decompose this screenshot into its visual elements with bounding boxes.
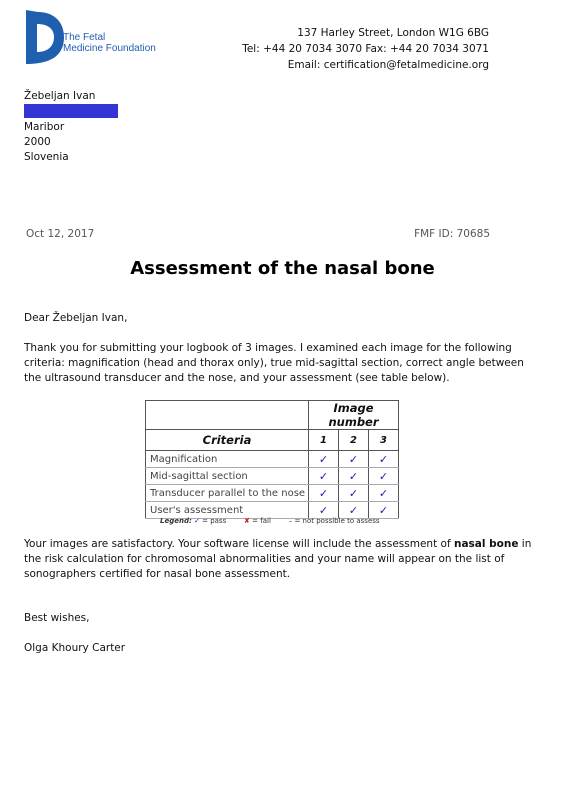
recipient-name: Žebeljan Ivan xyxy=(24,90,96,102)
fail-icon: ✘ xyxy=(244,517,250,525)
check-icon: ✓ xyxy=(369,468,399,485)
result-text-end: in the risk calculation for chromosomal abnormalities and your name will appear on the list of sonographers certified for nasal bone assessment. xyxy=(24,538,532,580)
criteria-header: Criteria xyxy=(146,430,309,451)
result-paragraph xyxy=(24,537,544,582)
legend-pass-text: = pass xyxy=(202,517,227,525)
legend-label: Legend: xyxy=(160,517,192,525)
image-number-header: Image number xyxy=(309,401,399,430)
check-icon: ✓ xyxy=(369,502,399,519)
check-icon: ✓ xyxy=(369,485,399,502)
closing: Best wishes, xyxy=(24,612,90,624)
result-text-bold: nasal bone xyxy=(453,538,519,550)
criterion-label: Magnification xyxy=(146,451,309,468)
logo-text-line1: The Fetal xyxy=(63,32,106,43)
criterion-label: Transducer parallel to the nose xyxy=(146,485,309,502)
table-row xyxy=(146,451,399,468)
legend-fail-text: = fail xyxy=(252,517,271,525)
logo-text-line2: Medicine Foundation xyxy=(63,43,156,54)
recipient-country: Slovenia xyxy=(24,151,69,163)
criterion-label: User's assessment xyxy=(146,502,309,519)
not-assessable-icon: – xyxy=(288,517,293,525)
legend-na-text: = not possible to assess xyxy=(294,517,380,525)
pass-icon: ✓ xyxy=(194,517,200,525)
check-icon: ✓ xyxy=(369,451,399,468)
intro-paragraph: Thank you for submitting your logbook of 3 images. I examined each image for the following criteria: magnification (head and thorax only), true mid-sagittal section, correct angle between the ultrasound transducer and the nose, and your assessment (see table below). xyxy=(24,342,524,384)
table-header-row-2 xyxy=(146,430,399,451)
phone-line: Tel: +44 20 7034 3070 Fax: +44 20 7034 3071 xyxy=(242,43,489,55)
result-text-start: Your images are satisfactory. Your software license will include the assessment of xyxy=(24,538,454,550)
check-icon: ✓ xyxy=(309,468,339,485)
fmf-id: FMF ID: 70685 xyxy=(414,228,490,240)
column-header-2: 2 xyxy=(339,430,369,451)
check-icon: ✓ xyxy=(309,485,339,502)
recipient-city: Maribor xyxy=(24,121,65,133)
check-icon: ✓ xyxy=(309,451,339,468)
recipient-postcode: 2000 xyxy=(24,136,51,148)
assessment-table xyxy=(145,400,399,519)
check-icon: ✓ xyxy=(339,468,369,485)
address-line: 137 Harley Street, London W1G 6BG xyxy=(297,27,489,39)
criterion-label: Mid-sagittal section xyxy=(146,468,309,485)
column-header-1: 1 xyxy=(309,430,339,451)
check-icon: ✓ xyxy=(339,502,369,519)
email-line: Email: certification@fetalmedicine.org xyxy=(287,59,489,71)
check-icon: ✓ xyxy=(309,502,339,519)
redacted-address xyxy=(24,104,118,118)
table-row xyxy=(146,468,399,485)
letter-date: Oct 12, 2017 xyxy=(26,228,95,240)
check-icon: ✓ xyxy=(339,485,369,502)
table-row xyxy=(146,502,399,519)
table-row xyxy=(146,485,399,502)
column-header-3: 3 xyxy=(369,430,399,451)
signature: Olga Khoury Carter xyxy=(24,642,126,654)
greeting: Dear Žebeljan Ivan, xyxy=(24,312,128,324)
table-legend xyxy=(160,517,380,525)
page-title: Assessment of the nasal bone xyxy=(130,258,435,279)
check-icon: ✓ xyxy=(339,451,369,468)
table-header-row-1 xyxy=(146,401,399,430)
